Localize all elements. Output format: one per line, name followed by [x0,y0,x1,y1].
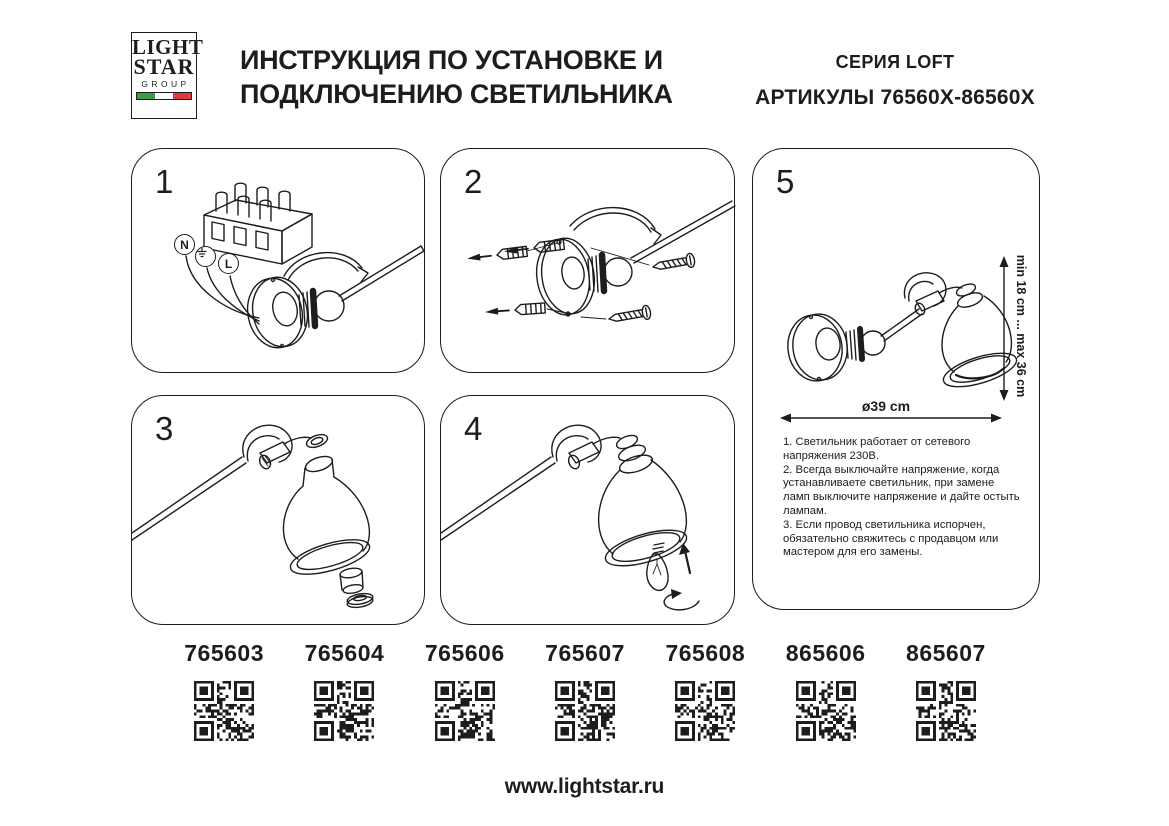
qr-code [188,675,260,747]
article-column [284,640,404,752]
step3-panel [131,395,425,625]
qr-code [308,675,380,747]
wire-label-neutral: N [174,234,195,255]
wall-plug [485,303,546,317]
arm [631,201,735,263]
article-code: 765604 [304,640,385,666]
lamp-shade [599,460,691,573]
width-dimension-arrow [780,414,1002,423]
terminal-block [204,183,312,264]
step1-illustration [132,149,426,374]
series-header [740,52,1050,110]
wall-plate [784,311,852,385]
light-bulb [647,543,668,590]
italian-flag-icon [136,92,192,100]
article-column [525,640,645,752]
spring-rod [284,253,368,282]
wall-plug [467,246,528,263]
height-dimension-arrow [1000,256,1009,401]
article-code: 765608 [665,640,746,666]
safety-warnings [783,436,1023,560]
retaining-ring [346,592,373,609]
screw [652,253,696,274]
warning-3: 3. Если провод светильника испорчен, обязательно свяжитесь с продавцом или мастером для его замены. [783,518,999,559]
title-line1: ИНСТРУКЦИЯ ПО УСТАНОВКЕ И [240,45,663,75]
step2-number: 2 [464,163,483,200]
socket-sleeve [339,567,363,595]
step2-illustration [441,149,736,374]
logo-line2: STAR [133,54,195,79]
logo-line3: GROUP [141,79,190,89]
title-line2: ПОДКЛЮЧЕНИЮ СВЕТИЛЬНИКА [240,79,673,109]
spring-rod [570,208,661,244]
warning-1: 1. Светильник работает от сетевого напряжения 230В. [783,436,971,462]
qr-code [910,675,982,747]
height-dimension-label: min 18 cm ... max 36 cm [1014,254,1028,398]
rotate-arrow [664,589,699,610]
step5-panel [752,148,1040,610]
step4-panel [440,395,735,625]
swivel-joint [299,291,344,327]
spring-joint [552,425,601,470]
article-column [164,640,284,752]
step1-panel [131,148,425,373]
step5-number: 5 [776,163,795,200]
arm [881,309,922,341]
article-column [405,640,525,752]
warning-2: 2. Всегда выключайте напряжение, когда устанавливаете светильник, при замене ламп выключите напряжение и дайте остыть лампам. [783,463,1020,517]
step3-illustration [132,396,426,626]
qr-code [549,675,621,747]
spring-joint [904,273,946,316]
flag-green [137,93,155,99]
swivel-joint [846,329,885,360]
qr-code [790,675,862,747]
page-title [240,43,673,111]
article-code: 765607 [545,640,625,666]
step4-illustration [441,396,736,626]
series-name: СЕРИЯ LOFT [835,52,955,72]
arm [339,246,424,301]
article-column [645,640,765,752]
article-code: 865607 [906,640,986,666]
logo-line1: LIGHT [132,35,204,59]
step3-number: 3 [155,410,174,447]
wire-label-line: L [218,253,239,274]
earth-icon [195,246,216,267]
arm [132,457,246,540]
article-column [765,640,885,752]
step4-number: 4 [464,410,483,447]
article-column [886,640,1006,752]
shade-holder [284,432,329,450]
step1-number: 1 [155,163,174,200]
width-dimension-label: ø39 cm [861,398,911,414]
flag-red [173,93,191,99]
article-code: 765606 [424,640,505,666]
articles-row [164,640,1006,752]
article-code: 765603 [184,640,265,666]
lightstar-logo [131,32,204,119]
arm [441,457,555,540]
articles-range: АРТИКУЛЫ 76560X-86560X [755,86,1035,109]
qr-code [429,675,501,747]
flag-white [155,93,173,99]
lamp-shade [283,453,373,581]
article-code: 865606 [785,640,866,666]
website-url: www.lightstar.ru [504,775,665,798]
qr-code [669,675,741,747]
step2-panel [440,148,735,373]
lamp-shade [940,296,1020,394]
shade-holder [593,433,654,477]
spring-joint [243,425,292,470]
screw [608,305,652,326]
wall-plate [241,272,313,353]
